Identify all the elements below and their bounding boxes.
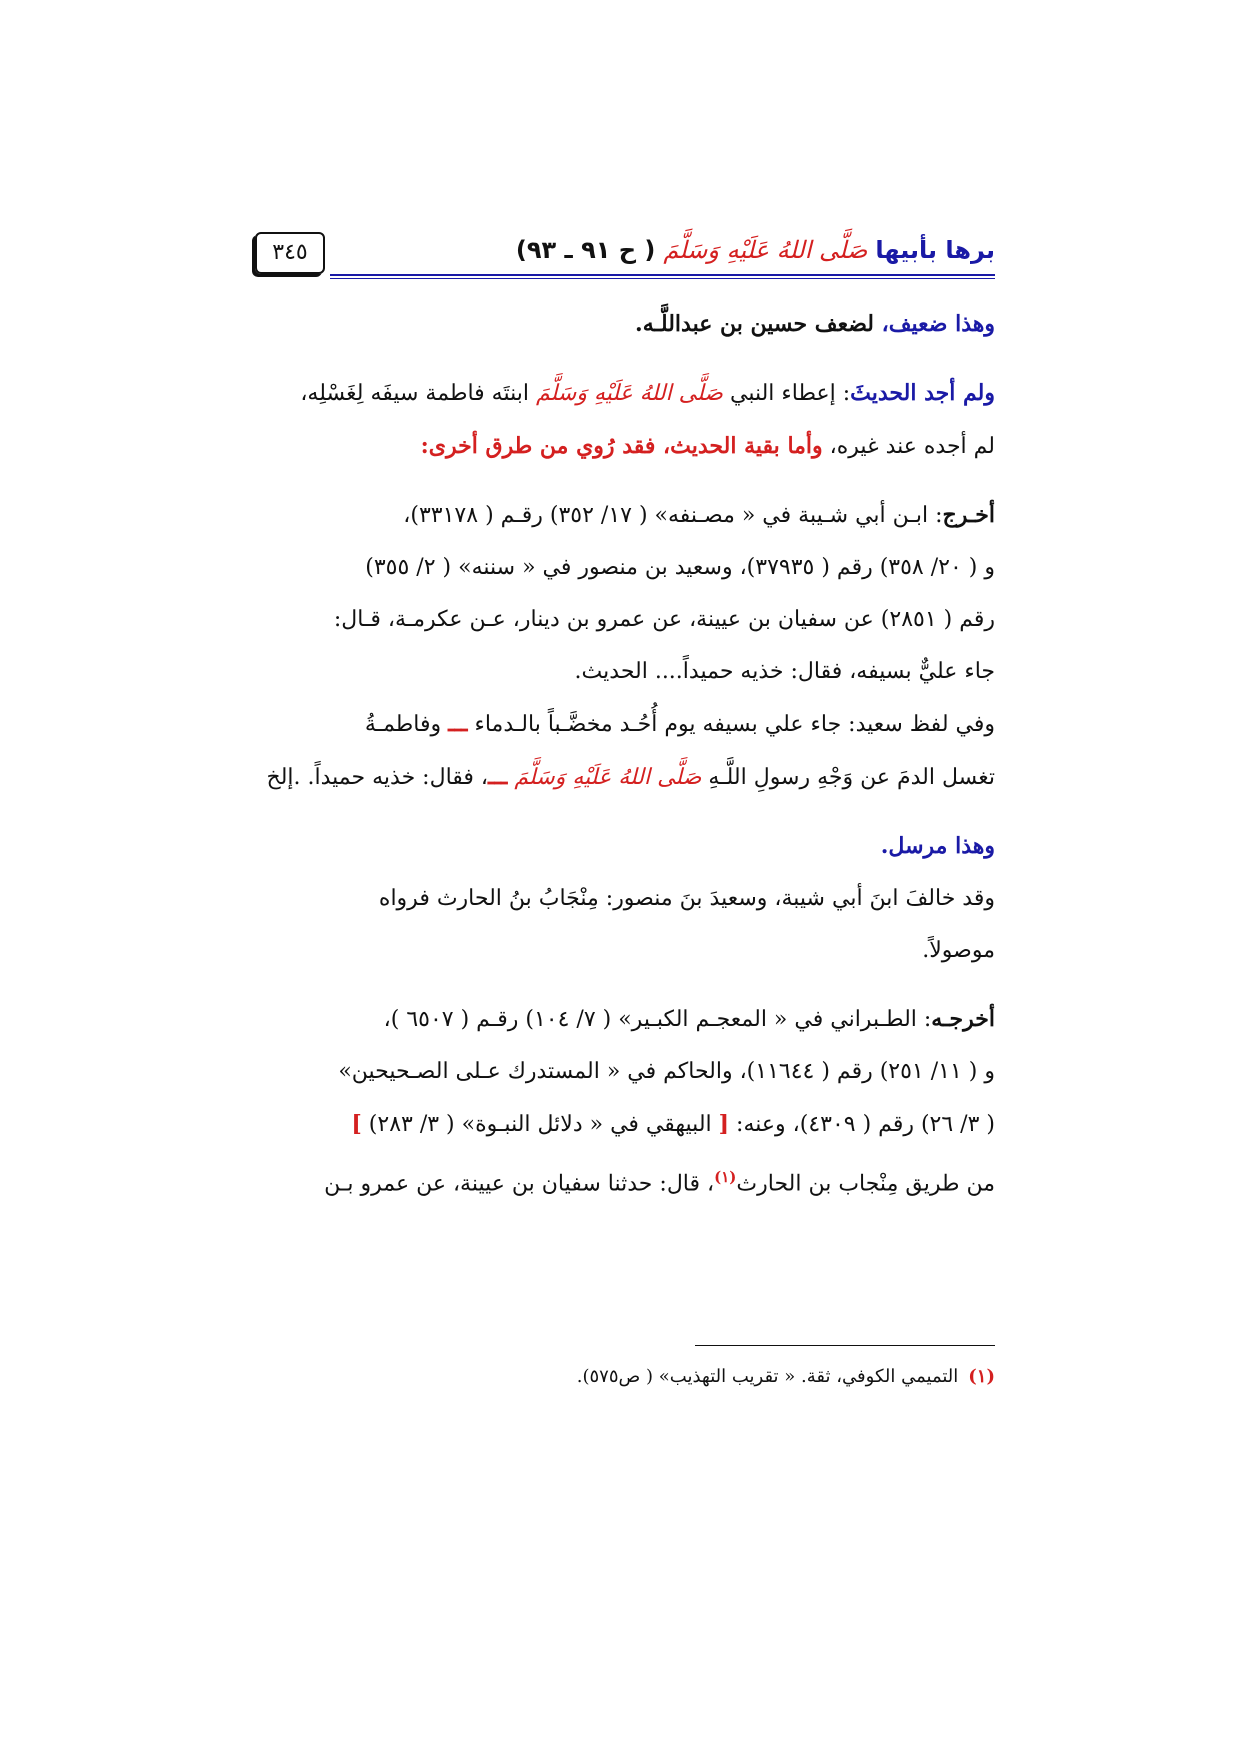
paragraph-3-line-4: جاء عليٌّ بسيفه، فقال: خذيه حميداً.... الحديث. (574, 659, 995, 684)
paragraph-3-line-2: و ( ٢٠/ ٣٥٨) رقم ( ٣٧٩٣٥)، وسعيد بن منصور في « سننه» ( ٢/ ٣٥٥) (365, 555, 995, 580)
salawat-glyph: صَلَّى اللهُ عَلَيْهِ وَسَلَّمَ (663, 236, 868, 264)
spacer (255, 804, 995, 820)
paragraph-3-line-1 (255, 489, 995, 542)
paragraph-2-text: : إعطاء النبي (729, 381, 851, 406)
paragraph-7-lead: أخرجـه (931, 1006, 995, 1032)
running-title (516, 236, 995, 264)
paragraph-4-line-2 (255, 751, 995, 804)
spacer (255, 977, 995, 993)
red-dash: ـــ (448, 711, 468, 737)
paragraph-1-rest: لضعف حسين بن عبداللَّـه. (635, 311, 882, 337)
paragraph-4-line-1 (255, 698, 995, 751)
paragraph-7-text: البيهقي في « دلائل النبـوة» ( ٣/ ٢٨٣) (361, 1112, 719, 1137)
paragraph-3-lead: أخـرج (942, 502, 995, 528)
header-rule (330, 274, 995, 279)
salawat-glyph: صَلَّى اللهُ عَلَيْهِ وَسَلَّمَ (514, 765, 702, 790)
spacer (255, 351, 995, 367)
paragraph-5-verdict: وهذا مرسل. (880, 833, 995, 859)
red-dash: ـــ (488, 764, 508, 790)
paragraph-6-line-1: وقد خالفَ ابنَ أبي شيبة، وسعيدَ بنَ منصور: مِنْجَابُ بنُ الحارث فرواه (378, 886, 995, 911)
spacer (255, 473, 995, 489)
paragraph-7-text: ، قال: حدثنا سفيان بن عيينة، عن عمرو بـن (324, 1171, 715, 1197)
paragraph-2-highlight: وأما بقية الحديث، فقد رُوي من طرق أخرى: (420, 433, 823, 459)
page-number: ٣٤٥ (255, 232, 325, 274)
paragraph-7-text: من طريق مِنْجاب بن الحارث (736, 1171, 995, 1197)
paragraph-7-line-1 (255, 993, 995, 1046)
salawat-glyph: صَلَّى اللهُ عَلَيْهِ وَسَلَّمَ (535, 381, 723, 406)
paragraph-7-text: ( ٣/ ٢٦) رقم ( ٤٣٠٩)، وعنه: (729, 1112, 995, 1137)
paragraph-3-text: : ابـن أبي شـيبة في « مصـنفه» ( ١٧/ ٣٥٢) رقـم ( ٣٣١٧٨)، (403, 503, 943, 528)
paragraph-4-text: ، فقال: خذيه حميداً. .إلخ (266, 765, 489, 790)
paragraph-6-line-2: موصولاً. (922, 938, 995, 963)
paragraph-4-text: تغسل الدمَ عن وَجْهِ رسولِ اللَّـهِ (708, 765, 995, 790)
bracket-open: [ (718, 1111, 730, 1137)
running-title-main: برها بأبيها (875, 236, 995, 264)
page-header (255, 232, 995, 292)
paragraph-4-text: وفي لفظ سعيد: جاء علي بسيفه يوم أُحُـد مخضَّـباً بالـدماء (474, 712, 995, 737)
paragraph-5 (255, 820, 995, 873)
paragraph-4-text: وفاطمـةُ (364, 712, 442, 737)
footnote-reference[interactable]: (١) (714, 1168, 737, 1186)
paragraph-2-lead: ولم أجد الحديثَ (850, 380, 995, 406)
paragraph-2-text: لم أجده عند غيره، (822, 434, 995, 459)
bracket-close: ] (351, 1111, 362, 1137)
paragraph-7-text: : الطـبراني في « المعجـم الكبـير» ( ٧/ ١٠٤) رقـم ( ٦٥٠٧ )، (383, 1007, 932, 1032)
footnote-separator (695, 1345, 995, 1346)
paragraph-2-text: ابنتَه فاطمة سيفَه لِغَسْلِه، (300, 381, 529, 406)
paragraph-1-lead: وهذا ضعيف، (881, 311, 995, 337)
paragraph-7-line-4 (255, 1151, 995, 1210)
main-text (255, 298, 995, 1210)
paragraph-7-line-2: و ( ١١/ ٢٥١) رقم ( ١١٦٤٤)، والحاكم في « المستدرك عـلى الصـحيحين» (338, 1059, 995, 1084)
paragraph-3-line-3: رقم ( ٢٨٥١) عن سفيان بن عيينة، عن عمرو بن دينار، عـن عكرمـة، قـال: (333, 607, 995, 632)
paragraph-7-line-3 (255, 1098, 995, 1151)
footnote-text: التميمي الكوفي، ثقة. « تقريب التهذيب» ( ص٥٧٥). (576, 1366, 959, 1387)
paragraph-1 (255, 298, 995, 351)
paragraph-2-line-1 (255, 367, 995, 420)
paragraph-2-line-2 (255, 420, 995, 473)
footnote (255, 1362, 995, 1392)
hadith-range: ( ح ٩١ ـ ٩٣) (515, 236, 656, 264)
footnote-number: (١) (968, 1366, 995, 1387)
